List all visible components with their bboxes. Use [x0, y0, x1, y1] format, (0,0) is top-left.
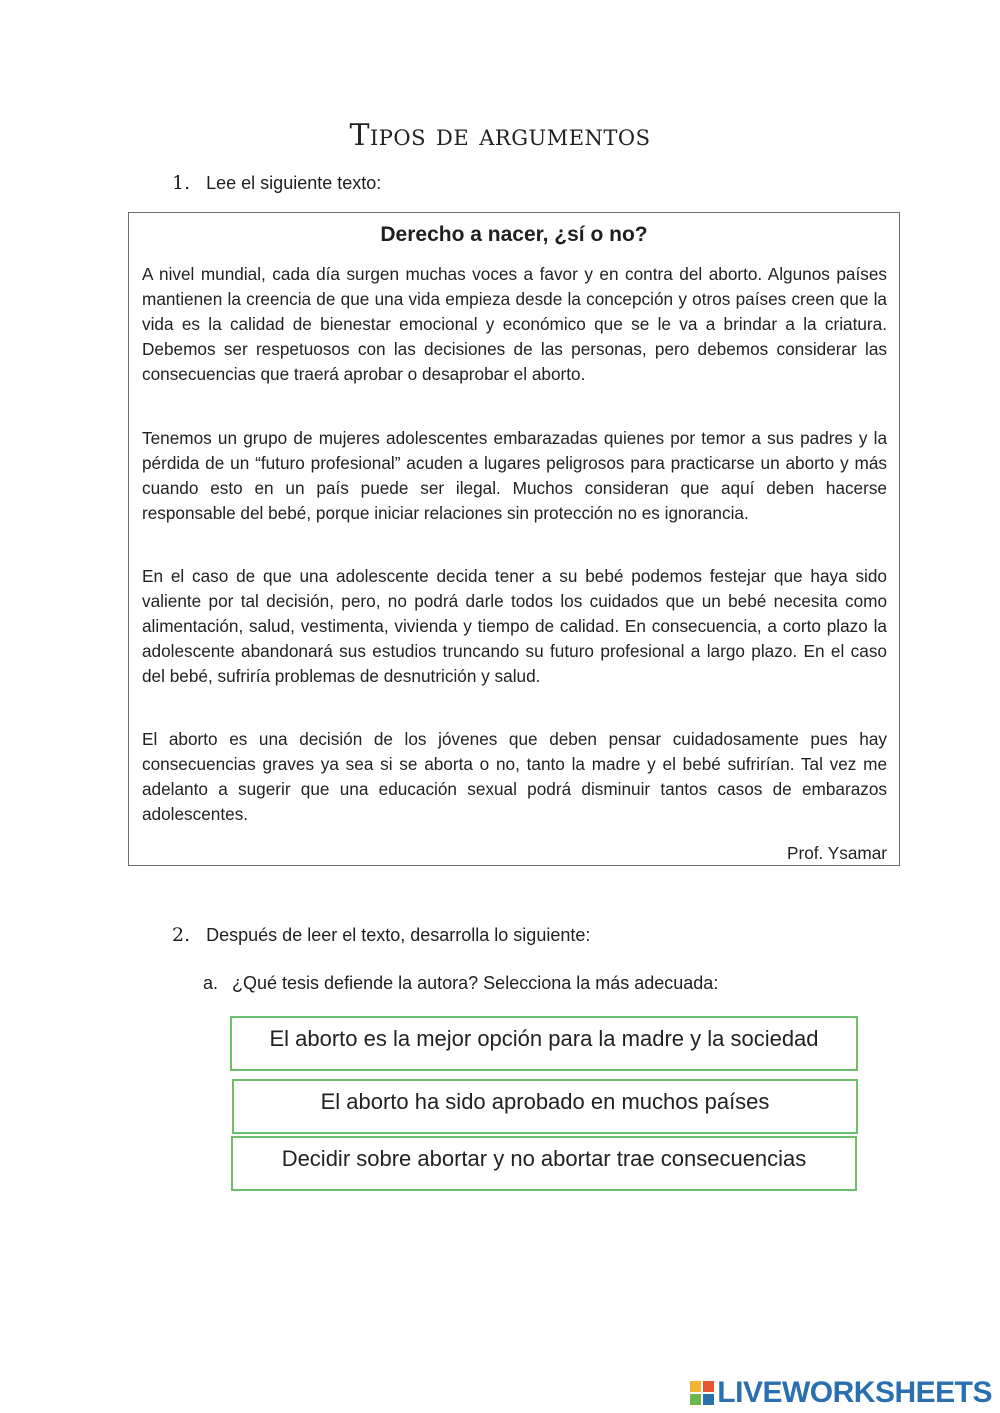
reading-paragraph-2: Tenemos un grupo de mujeres adolescentes embarazadas quienes por temor a sus padres y la pérdida de un “futuro profesional” acuden a lugares peligrosos para practicarse un aborto y más cuando esto en un país puede ser ilegal. Muchos consideran que aquí deben hacerse responsable del bebé, porque iniciar relaciones sin protección no es ignorancia.	[142, 428, 887, 523]
step-1-number: 1.	[172, 172, 191, 194]
page-title: Tipos de argumentos	[349, 118, 651, 153]
liveworksheets-brand	[690, 1376, 992, 1410]
reading-paragraph-1: A nivel mundial, cada día surgen muchas voces a favor y en contra del aborto. Algunos países mantienen la creencia de que una vida empieza desde la concepción y otros países creen que la vida es la calidad de bienestar emocional y económico que se le va a brindar a la criatura. Debemos ser respetuosos con las decisiones de las personas, pero debemos considerar las consecuencias que traerá aprobar o desaprobar el aborto.	[142, 264, 887, 384]
reading-author: Prof. Ysamar	[787, 843, 887, 863]
reading-title: Derecho a nacer, ¿sí o no?	[380, 223, 648, 246]
liveworksheets-logo-icon	[690, 1381, 714, 1405]
step-1-text: Lee el siguiente texto:	[206, 173, 382, 193]
step-2-instruction	[172, 924, 590, 946]
reading-text-box	[128, 212, 900, 866]
reading-paragraph-4: El aborto es una decisión de los jóvenes que deben pensar cuidadosamente pues hay consecuencias graves ya sea si se aborta o no, tanto la madre y el bebé sufrirían. Tal vez me adelanto a sugerir que una educación sexual podrá disminuir tantos casos de embarazos adolescentes.	[142, 729, 887, 824]
answer-option-1[interactable]: El aborto es la mejor opción para la madre y la sociedad	[230, 1016, 858, 1071]
answer-option-3[interactable]: Decidir sobre abortar y no abortar trae consecuencias	[231, 1136, 857, 1191]
step-2-number: 2.	[172, 924, 191, 946]
reading-paragraph-3: En el caso de que una adolescente decida tener a su bebé podemos festejar que haya sido valiente por tal decisión, pero, no podrá darle todos los cuidados que un bebé necesita como alimentación, salud, vestimenta, vivienda y tiempo de calidad. En consecuencia, a corto plazo la adolescente abandonará sus estudios truncando su futuro profesional a largo plazo. En el caso del bebé, sufriría problemas de desnutrición y salud.	[142, 566, 887, 686]
step-2-text: Después de leer el texto, desarrolla lo siguiente:	[206, 925, 591, 945]
question-a-text: ¿Qué tesis defiende la autora? Selecciona la más adecuada:	[232, 973, 719, 993]
step-1-instruction	[172, 172, 381, 194]
brand-name: LIVEWORKSHEETS	[717, 1376, 992, 1409]
answer-option-2[interactable]: El aborto ha sido aprobado en muchos países	[232, 1079, 858, 1134]
question-a	[203, 973, 718, 994]
question-a-letter: a.	[203, 973, 219, 993]
